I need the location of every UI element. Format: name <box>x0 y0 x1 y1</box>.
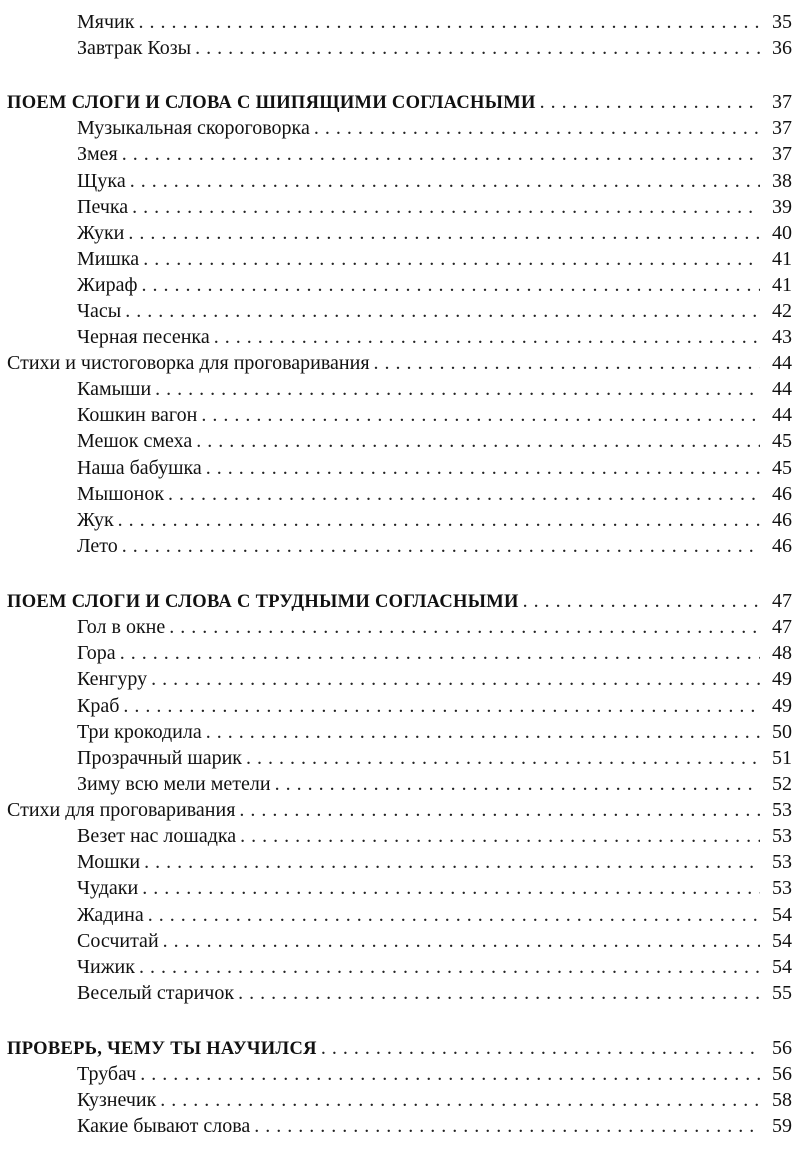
toc-entry <box>77 168 792 194</box>
toc-entry <box>77 455 792 481</box>
toc-entry <box>77 272 792 298</box>
toc-entry-title: ПРОВЕРЬ, ЧЕМУ ТЫ НАУЧИЛСЯ <box>7 1039 317 1059</box>
toc-entry-title: Стихи и чистоговорка для проговаривания <box>7 352 370 374</box>
toc-entry <box>77 533 792 559</box>
toc-entry-title: Наша бабушка <box>77 457 202 479</box>
toc-page-number: 48 <box>772 642 792 664</box>
toc-entry <box>77 614 792 640</box>
toc-entry-title: Кузнечик <box>77 1089 157 1111</box>
toc-page-number: 53 <box>772 851 792 873</box>
dot-leader <box>275 771 760 797</box>
dot-leader <box>246 745 760 771</box>
dot-leader <box>160 1087 760 1113</box>
toc-entry-title: Везет нас лошадка <box>77 825 237 847</box>
toc-entry-title: Жуки <box>77 222 125 244</box>
toc-page-number: 46 <box>772 483 792 505</box>
toc-entry <box>77 1087 792 1113</box>
toc-entry-title: Черная песенка <box>77 326 210 348</box>
dot-leader <box>122 533 760 559</box>
toc-page-number: 50 <box>772 721 792 743</box>
toc-entry-title: Сосчитай <box>77 930 159 952</box>
toc-entry <box>77 1113 792 1139</box>
toc-entry <box>77 823 792 849</box>
dot-leader <box>254 1113 760 1139</box>
dot-leader <box>169 614 760 640</box>
dot-leader <box>148 902 760 928</box>
toc-page-number: 46 <box>772 509 792 531</box>
toc-page-number: 42 <box>772 300 792 322</box>
toc-page-number: 37 <box>772 91 792 113</box>
toc-entry-title: Мишка <box>77 248 140 270</box>
dot-leader <box>523 588 760 614</box>
toc-entry <box>77 376 792 402</box>
toc-page-number: 53 <box>772 825 792 847</box>
toc-entry-title: Какие бывают слова <box>77 1115 251 1137</box>
toc-entry <box>77 954 792 980</box>
toc-page-number: 36 <box>772 37 792 59</box>
toc-entry-title: Чижик <box>77 956 135 978</box>
toc-entry <box>77 507 792 533</box>
dot-leader <box>132 194 760 220</box>
toc-entry-title: Печка <box>77 196 129 218</box>
dot-leader <box>238 980 760 1006</box>
toc-section-heading <box>7 89 792 115</box>
dot-leader <box>168 481 760 507</box>
toc-page-number: 56 <box>772 1063 792 1085</box>
toc-entry-title: Гол в окне <box>77 616 166 638</box>
toc-entry <box>77 666 792 692</box>
toc-entry-title: Жираф <box>77 274 138 296</box>
toc-entry-title: Жадина <box>77 904 144 926</box>
toc-page-number: 55 <box>772 982 792 1004</box>
toc-entry <box>77 928 792 954</box>
toc-entry <box>77 875 792 901</box>
toc-entry-title: Мышонок <box>77 483 165 505</box>
toc-entry-title: Чудаки <box>77 877 139 899</box>
toc-entry-title: Веселый старичок <box>77 982 235 1004</box>
dot-leader <box>240 823 760 849</box>
toc-page-number: 58 <box>772 1089 792 1111</box>
dot-leader <box>118 507 760 533</box>
toc-entry-title: ПОЕМ СЛОГИ И СЛОВА С ШИПЯЩИМИ СОГЛАСНЫМИ <box>7 93 536 113</box>
toc-entry <box>77 719 792 745</box>
toc-entry <box>77 115 792 141</box>
dot-leader <box>141 272 760 298</box>
dot-leader <box>201 402 760 428</box>
toc-page-number: 45 <box>772 457 792 479</box>
dot-leader <box>206 719 760 745</box>
toc-entry-title: Мячик <box>77 11 135 33</box>
toc-entry <box>77 402 792 428</box>
toc-page-number: 49 <box>772 668 792 690</box>
toc-entry <box>77 771 792 797</box>
toc-entry <box>77 246 792 272</box>
toc-entry-title: Мошки <box>77 851 141 873</box>
toc-entry-title: Краб <box>77 695 120 717</box>
toc-page-number: 37 <box>772 143 792 165</box>
toc-entry-title: Завтрак Козы <box>77 37 192 59</box>
dot-leader <box>196 428 760 454</box>
toc-page-number: 44 <box>772 352 792 374</box>
dot-leader <box>206 455 760 481</box>
toc-page-number: 53 <box>772 877 792 899</box>
toc-entry-title: Змея <box>77 143 118 165</box>
toc-section-heading <box>7 588 792 614</box>
toc-page-number: 46 <box>772 535 792 557</box>
toc-entry-title: Кошкин вагон <box>77 404 198 426</box>
toc-page-number: 54 <box>772 930 792 952</box>
toc-page-number: 53 <box>772 799 792 821</box>
toc-page-number: 49 <box>772 695 792 717</box>
toc-entry <box>77 693 792 719</box>
dot-leader <box>239 797 760 823</box>
dot-leader <box>138 9 760 35</box>
toc-page-number: 52 <box>772 773 792 795</box>
toc-entry-title: Прозрачный шарик <box>77 747 243 769</box>
toc-entry <box>77 640 792 666</box>
dot-leader <box>314 115 760 141</box>
dot-leader <box>142 875 760 901</box>
toc-entry <box>77 298 792 324</box>
toc-entry <box>77 141 792 167</box>
toc-entry-title: Часы <box>77 300 122 322</box>
toc-page-number: 54 <box>772 904 792 926</box>
dot-leader <box>120 640 760 666</box>
toc-page-number: 54 <box>772 956 792 978</box>
toc-page-number: 59 <box>772 1115 792 1137</box>
toc-page-number: 51 <box>772 747 792 769</box>
toc-entry <box>77 980 792 1006</box>
toc-page-number: 47 <box>772 590 792 612</box>
toc-page-number: 41 <box>772 248 792 270</box>
toc-page-number: 45 <box>772 430 792 452</box>
toc-page-number: 40 <box>772 222 792 244</box>
dot-leader <box>214 324 760 350</box>
dot-leader <box>130 168 760 194</box>
toc-subsection <box>7 797 792 823</box>
toc-page-number: 44 <box>772 378 792 400</box>
toc-entry-title: Мешок смеха <box>77 430 193 452</box>
toc-page-number: 44 <box>772 404 792 426</box>
toc-page-number: 43 <box>772 326 792 348</box>
dot-leader <box>540 89 760 115</box>
toc-entry-title: Гора <box>77 642 116 664</box>
toc-entry-title: Щука <box>77 170 126 192</box>
toc-entry <box>77 35 792 61</box>
toc-entry-title: Зиму всю мели метели <box>77 773 271 795</box>
dot-leader <box>374 350 760 376</box>
toc-entry-title: Стихи для проговаривания <box>7 799 236 821</box>
dot-leader <box>125 298 760 324</box>
toc-entry <box>77 428 792 454</box>
dot-leader <box>139 954 760 980</box>
toc-entry-title: Три крокодила <box>77 721 202 743</box>
toc-entry-title: Камыши <box>77 378 152 400</box>
dot-leader <box>140 1061 760 1087</box>
dot-leader <box>144 849 760 875</box>
toc-entry <box>77 220 792 246</box>
dot-leader <box>128 220 760 246</box>
toc-entry <box>77 194 792 220</box>
toc-entry <box>77 902 792 928</box>
toc-entry-title: Музыкальная скороговорка <box>77 117 310 139</box>
toc-entry <box>77 849 792 875</box>
dot-leader <box>123 693 760 719</box>
dot-leader <box>143 246 760 272</box>
toc-page-number: 39 <box>772 196 792 218</box>
toc-page-number: 56 <box>772 1037 792 1059</box>
toc-entry-title: ПОЕМ СЛОГИ И СЛОВА С ТРУДНЫМИ СОГЛАСНЫМИ <box>7 592 519 612</box>
toc-entry <box>77 9 792 35</box>
toc-entry <box>77 1061 792 1087</box>
toc-entry-title: Кенгуру <box>77 668 148 690</box>
toc-page-number: 41 <box>772 274 792 296</box>
dot-leader <box>155 376 760 402</box>
dot-leader <box>195 35 760 61</box>
toc-page-number: 38 <box>772 170 792 192</box>
toc-page-number: 37 <box>772 117 792 139</box>
toc-entry-title: Лето <box>77 535 118 557</box>
dot-leader <box>163 928 760 954</box>
toc-entry <box>77 745 792 771</box>
toc-entry-title: Жук <box>77 509 114 531</box>
toc-page-number: 47 <box>772 616 792 638</box>
toc-section-heading <box>7 1035 792 1061</box>
toc-entry <box>77 481 792 507</box>
toc-subsection <box>7 350 792 376</box>
dot-leader <box>122 141 760 167</box>
dot-leader <box>321 1035 760 1061</box>
toc-entry <box>77 324 792 350</box>
toc-entry-title: Трубач <box>77 1063 137 1085</box>
toc-page-number: 35 <box>772 11 792 33</box>
dot-leader <box>151 666 760 692</box>
